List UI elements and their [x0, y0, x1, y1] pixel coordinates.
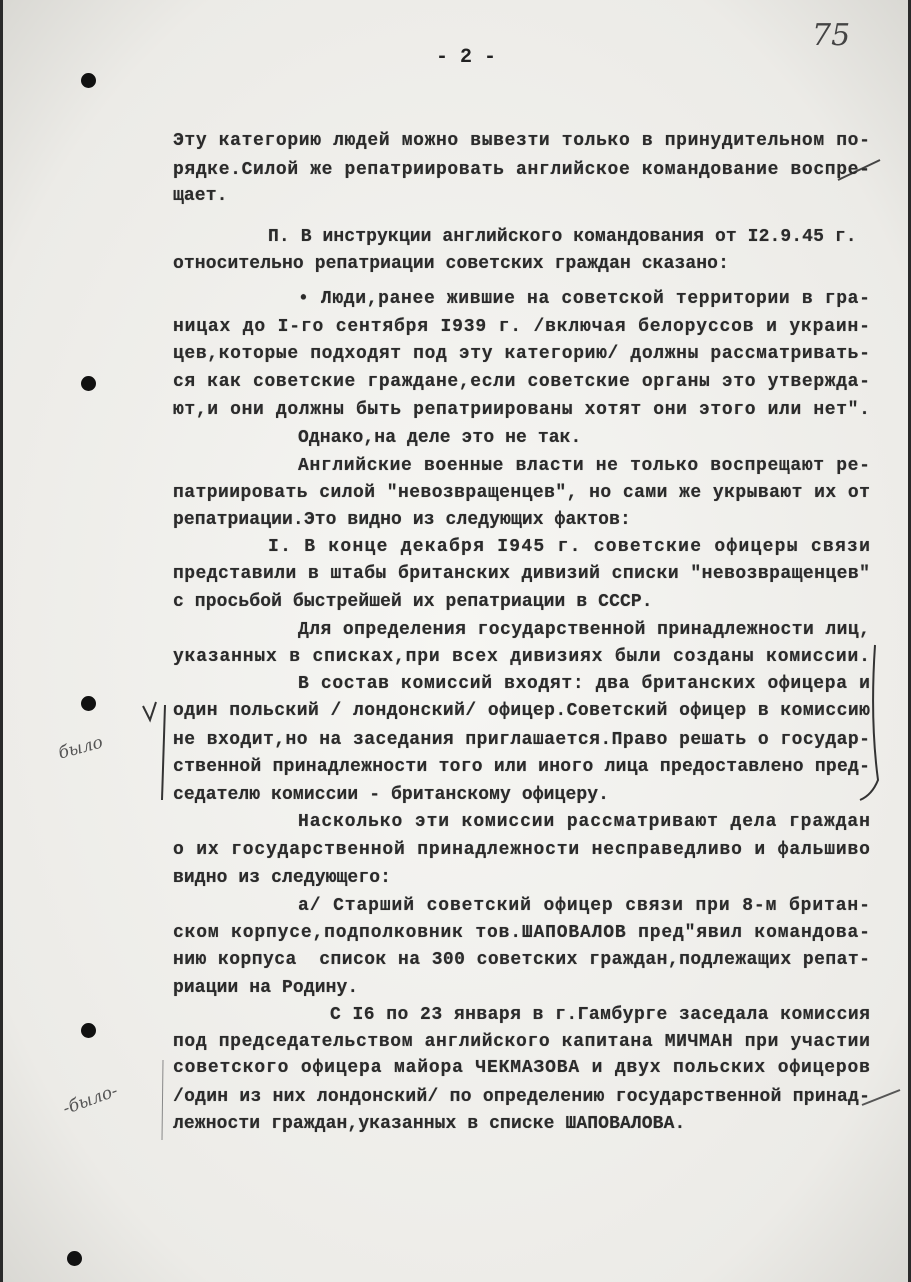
text-line: рядке.Силой же репатриировать английское командование воспре-: [173, 160, 871, 180]
text-line: ском корпусе,подполковник тов.ШАПОВАЛОВ пред"явил командова-: [173, 923, 871, 943]
text-line: один польский / лондонский/ офицер.Советский офицер в комиссию: [173, 701, 871, 721]
margin-line: [162, 1060, 163, 1140]
text-line: а/ Старший советский офицер связи при 8-м британ-: [298, 896, 871, 916]
text-line: указанных в списках,при всех дивизиях были созданы комиссии.: [173, 647, 871, 667]
text-line: риации на Родину.: [173, 978, 359, 998]
page-number: - 2 -: [436, 46, 497, 69]
text-line: не входит,но на заседания приглашается.Право решать о государ-: [173, 730, 871, 750]
text-line: с просьбой быстрейшей их репатриации в СССР.: [173, 592, 653, 612]
text-line: С I6 по 23 января в г.Гамбурге заседала комиссия: [330, 1005, 871, 1025]
quote-line: ют,и они должны быть репатриированы хотят они этого или нет".: [173, 400, 871, 420]
text-line: нию корпуса список на 300 советских граждан,подлежащих репат-: [173, 950, 871, 970]
text-line: щает.: [173, 186, 228, 206]
text-line: советского офицера майора ЧЕКМАЗОВА и двух польских офицеров: [173, 1058, 871, 1078]
text-line: П. В инструкции английского командования от I2.9.45 г.: [268, 227, 857, 247]
text-line: Однако,на деле это не так.: [298, 428, 582, 448]
text-line: относительно репатриации советских граждан сказано:: [173, 254, 729, 274]
text-line: Английские военные власти не только воспрещают ре-: [298, 456, 871, 476]
margin-note: было: [56, 732, 106, 764]
text-line: о их государственной принадлежности несправедливо и фальшиво: [173, 840, 871, 860]
text-line: I. В конце декабря I945 г. советские офицеры связи: [268, 537, 872, 557]
quote-line: • Люди,ранее жившие на советской территории в гра-: [298, 289, 871, 309]
text-line: Насколько эти комиссии рассматривают дела граждан: [298, 812, 871, 832]
text-line: Эту категорию людей можно вывезти только в принудительном по-: [173, 131, 871, 151]
quote-line: ницах до I-го сентября I939 г. /включая белоруссов и украин-: [173, 317, 871, 337]
text-line: представили в штабы британских дивизий списки "невозвращенцев": [173, 564, 871, 584]
text-line: седателю комиссии - британскому офицеру.: [173, 785, 610, 805]
text-line: Для определения государственной принадлежности лиц,: [298, 620, 871, 640]
margin-bracket-line: [162, 705, 165, 800]
quote-line: ся как советские граждане,если советские органы это утвержда-: [173, 372, 871, 392]
text-line: репатриации.Это видно из следующих фактов:: [173, 510, 631, 530]
text-line: /один из них лондонский/ по определению государственной принад-: [173, 1087, 871, 1107]
quote-line: цев,которые подходят под эту категорию/ должны рассматривать-: [173, 344, 871, 364]
text-line: под председательством английского капитана МИЧМАН при участии: [173, 1032, 871, 1052]
text-line: видно из следующего:: [173, 868, 392, 888]
margin-note: -было-: [60, 1080, 121, 1120]
archive-folio-number: 75: [812, 18, 851, 53]
text-line: патриировать силой "невозвращенцев", но сами же укрывают их от: [173, 483, 871, 503]
text-line: лежности граждан,указанных в списке ШАПОВАЛОВА.: [173, 1114, 686, 1134]
check-mark: [143, 702, 156, 720]
text-line: ственной принадлежности того или иного лица предоставлено пред-: [173, 757, 871, 777]
text-line: В состав комиссий входят: два британских офицера и: [298, 674, 871, 694]
